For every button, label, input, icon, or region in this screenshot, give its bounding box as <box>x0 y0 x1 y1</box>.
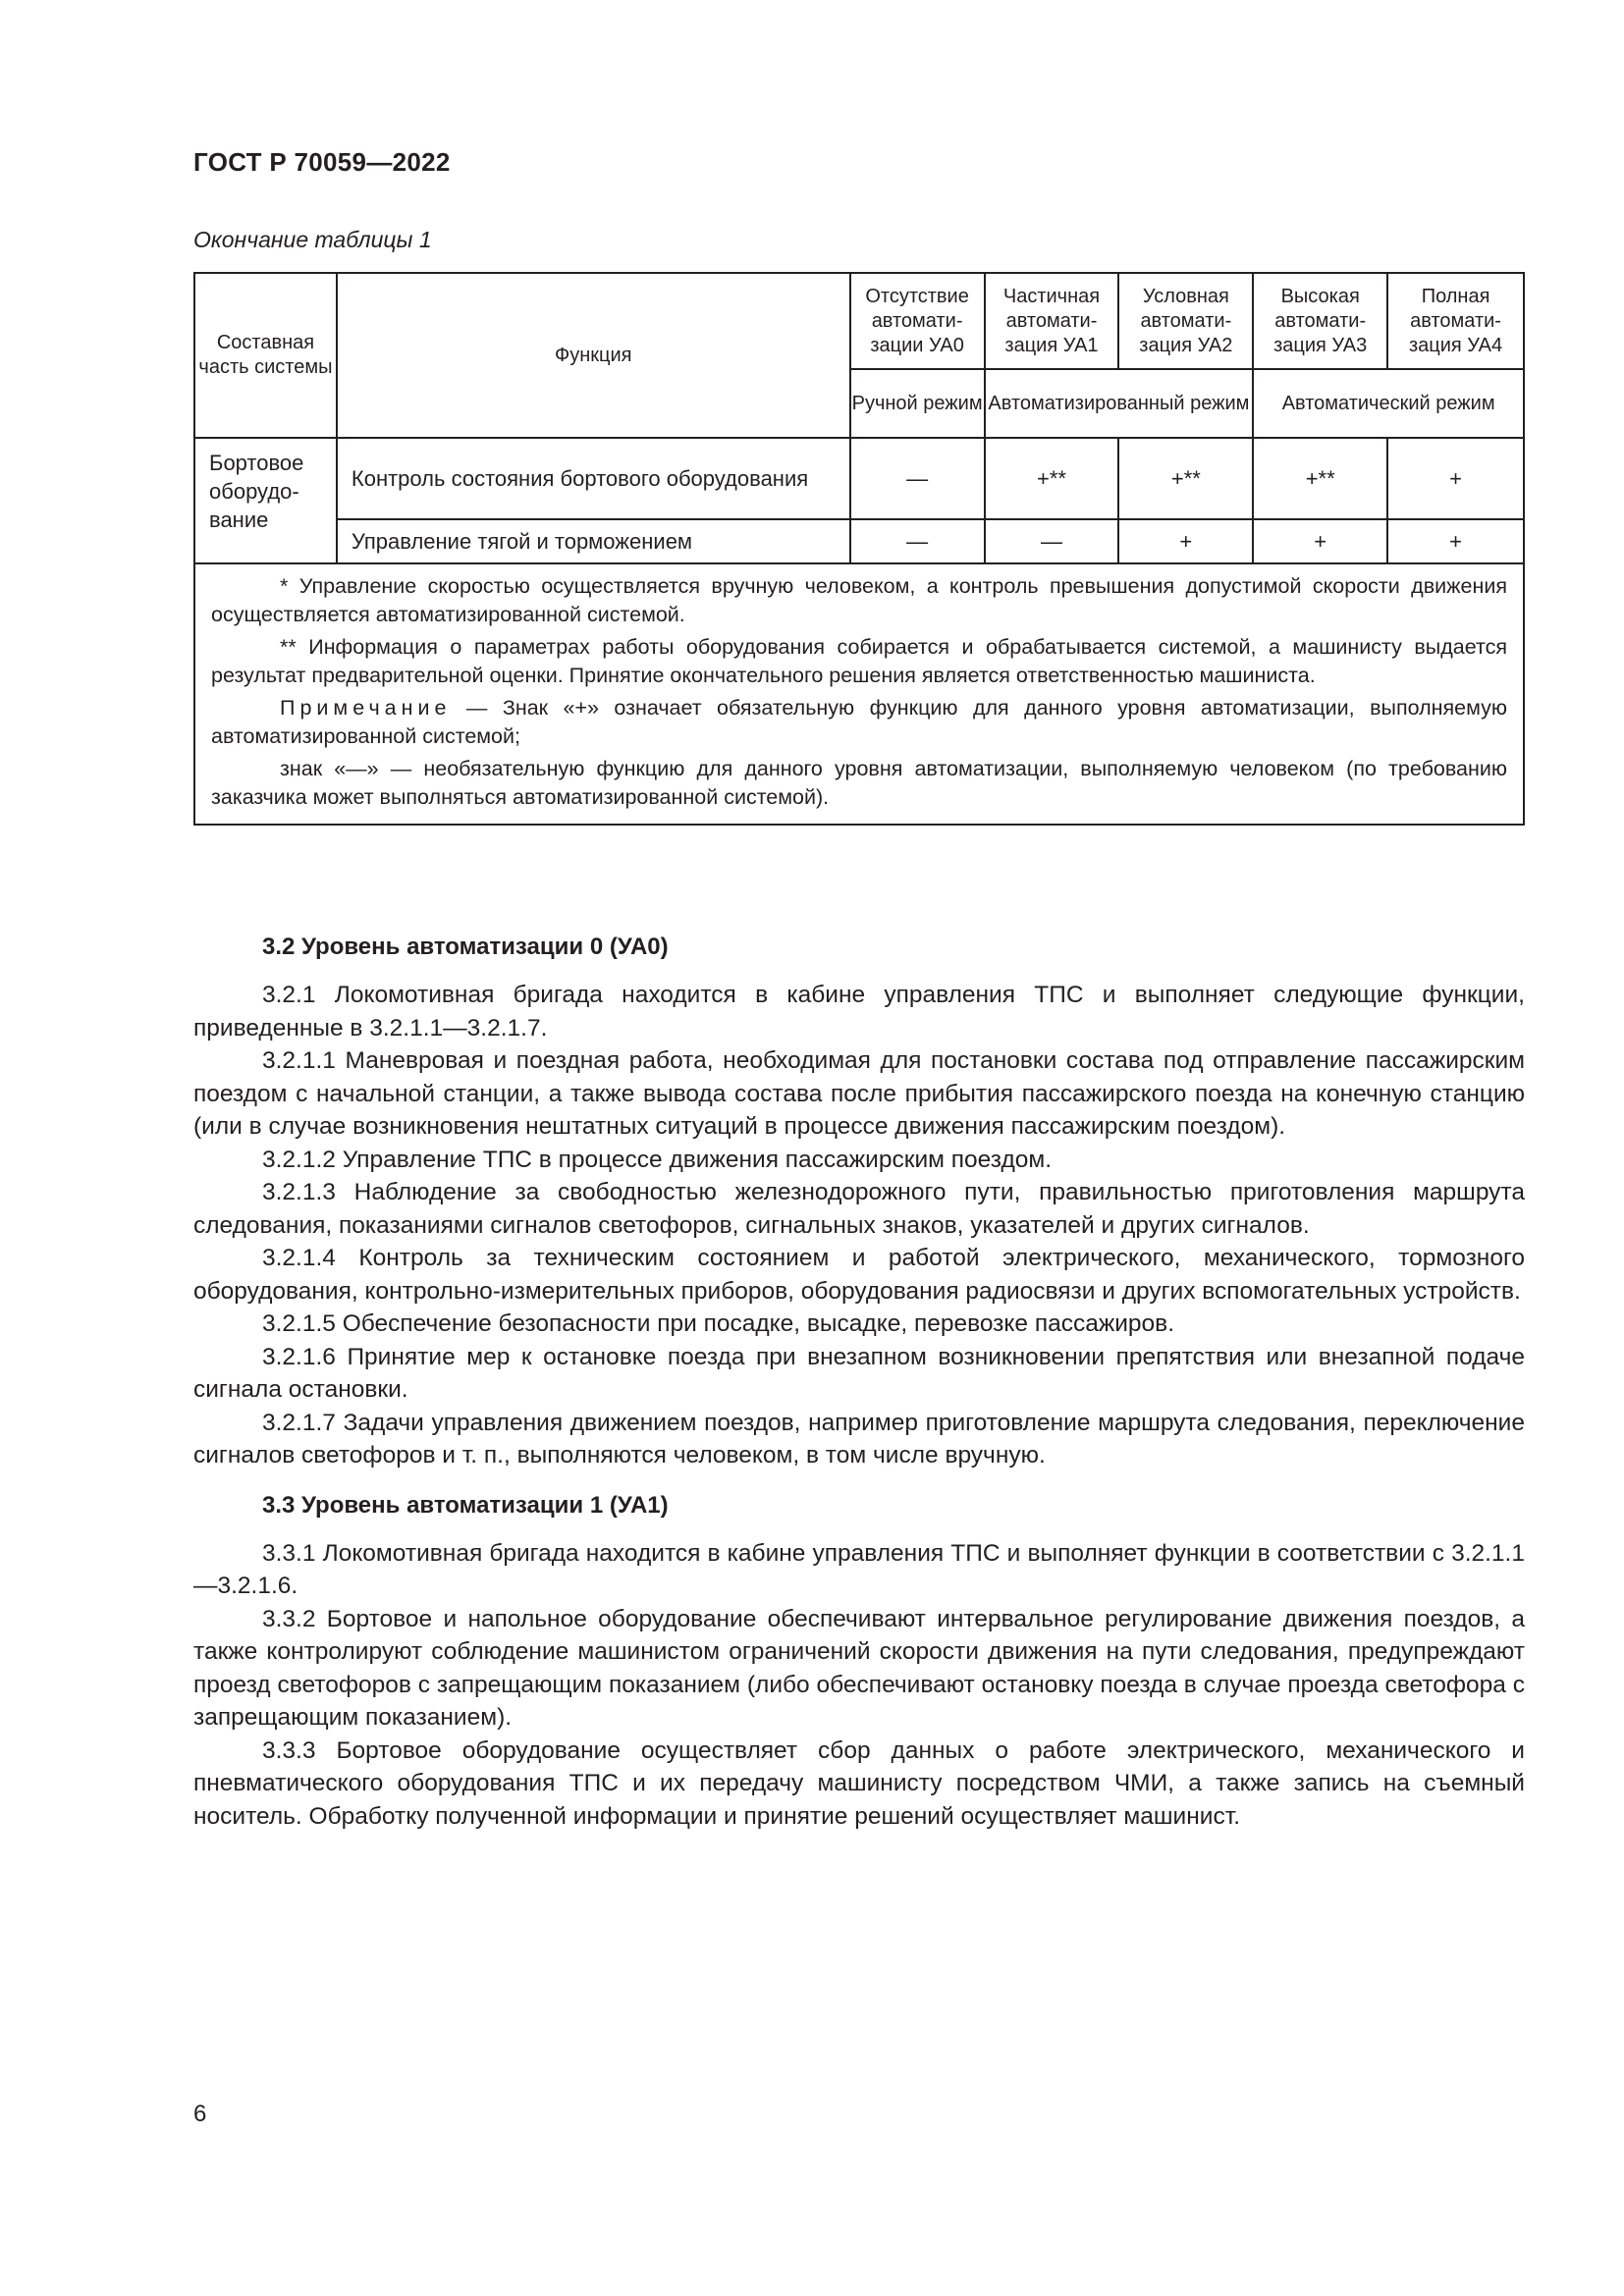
paragraph: 3.2.1.5 Обеспечение безопасности при посадке, высадке, перевозке пассажиров. <box>262 1310 1175 1337</box>
note-text: — Знак «+» означает обязательную функцию для данного уровня автоматизации, выполняемую автоматизированной системой; <box>211 696 1507 748</box>
header-mode-automatic: Автоматический режим <box>1253 369 1524 438</box>
cell-value: + <box>1253 519 1387 563</box>
paragraph: 3.2.1.3 Наблюдение за свободностью железнодорожного пути, правильностью приготовления маршрута следования, показаниями сигналов светофоров, сигнальных знаков, указателей и других сигналов. <box>193 1179 1525 1239</box>
section-gap <box>193 1472 1525 1486</box>
standard-code-header: ГОСТ Р 70059—2022 <box>193 147 451 177</box>
row-component: Бортовое оборудование <box>194 438 337 563</box>
paragraph: 3.2.1.4 Контроль за техническим состоянием и работой электрического, механического, тормозного оборудования, контрольно-измерительных приборов, оборудования радиосвязи и других вспомогательных устройств. <box>193 1245 1525 1305</box>
cell-value: + <box>1387 519 1524 563</box>
header-level-ua1: Частичная автоматизация УА1 <box>985 273 1119 369</box>
header-level-ua3: Высокая автоматизация УА3 <box>1253 273 1387 369</box>
table-note-2: знак «—» — необязательную функцию для данного уровня автоматизации, выполняемую человеком (по требованию заказчика может выполняться автоматизированной системой). <box>211 757 1507 809</box>
paragraph: 3.3.1 Локомотивная бригада находится в кабине управления ТПС и выполняет функции в соответствии с 3.2.1.1—3.2.1.6. <box>193 1539 1525 1599</box>
cell-value: — <box>850 438 985 519</box>
cell-value: + <box>1118 519 1253 563</box>
section-3-2-title: 3.2 Уровень автоматизации 0 (УА0) <box>262 934 669 960</box>
paragraph: 3.2.1 Локомотивная бригада находится в кабине управления ТПС и выполняет следующие функции, приведенные в 3.2.1.1—3.2.1.7. <box>193 982 1525 1041</box>
header-level-ua4: Полная автоматизация УА4 <box>1387 273 1524 369</box>
paragraph: 3.2.1.7 Задачи управления движением поездов, например приготовление маршрута следования, переключение сигналов светофоров и т. п., выполняются человеком, в том числе вручную. <box>193 1409 1525 1468</box>
paragraph: 3.2.1.6 Принятие мер к остановке поезда при внезапном возникновении препятствия или внезапной подаче сигнала остановки. <box>193 1343 1525 1403</box>
page-number: 6 <box>193 2101 207 2127</box>
header-function: Функция <box>337 273 850 438</box>
header-level-ua0: Отсутствие автоматизации УА0 <box>850 273 985 369</box>
footnote-2: ** Информация о параметрах работы оборудования собирается и обрабатывается системой, а машинисту выдается результат предварительной оценки. Принятие окончательного решения является ответственностью машиниста. <box>211 635 1507 687</box>
header-mode-automated: Автоматизированный режим <box>985 369 1254 438</box>
cell-value: +** <box>1118 438 1253 519</box>
body-text <box>193 928 1525 1833</box>
cell-value: +** <box>985 438 1119 519</box>
section-3-3-title: 3.3 Уровень автоматизации 1 (УА1) <box>262 1491 669 1519</box>
paragraph: 3.3.3 Бортовое оборудование осуществляет сбор данных о работе электрического, механического и пневматического оборудования ТПС и их передачу машинисту посредством ЧМИ, а также запись на съемный носитель. Обработку полученной информации и принятие решений осуществляет машинист. <box>193 1736 1525 1830</box>
header-mode-manual: Ручной режим <box>850 369 985 438</box>
paragraph: 3.2.1.1 Маневровая и поездная работа, необходимая для постановки состава под отправление пассажирским поездом с начальной станции, а также вывода состава после прибытия пассажирского поезда на конечную станцию (или в случае возникновения нештатных ситуаций в процессе движения пассажирским поездом). <box>193 1047 1525 1140</box>
row-function-2: Управление тягой и торможением <box>337 519 850 563</box>
cell-value: — <box>985 519 1119 563</box>
row-function-1: Контроль состояния бортового оборудования <box>337 438 850 519</box>
paragraph: 3.2.1.2 Управление ТПС в процессе движения пассажирским поездом. <box>262 1146 1053 1173</box>
table-notes <box>194 563 1524 825</box>
footnote-1: * Управление скоростью осуществляется вручную человеком, а контроль превышения допустимой скорости движения осуществляется автоматизированной системой. <box>211 574 1507 626</box>
header-level-ua2: Условная автоматизация УА2 <box>1118 273 1253 369</box>
header-component: Составная часть системы <box>194 273 337 438</box>
cell-value: +** <box>1253 438 1387 519</box>
automation-levels-table <box>193 272 1525 826</box>
table-note <box>211 694 1507 751</box>
cell-value: + <box>1387 438 1524 519</box>
note-label: Примечание <box>280 696 452 720</box>
table-caption: Окончание таблицы 1 <box>193 227 432 252</box>
cell-value: — <box>850 519 985 563</box>
paragraph: 3.3.2 Бортовое и напольное оборудование обеспечивают интервальное регулирование движения поездов, а также контролируют соблюдение машинистом ограничений скорости движения на пути следования, предупреждают проезд светофоров с запрещающим показанием (либо обеспечивают остановку поезда в случае проезда светофора с запрещающим показанием). <box>193 1605 1525 1731</box>
